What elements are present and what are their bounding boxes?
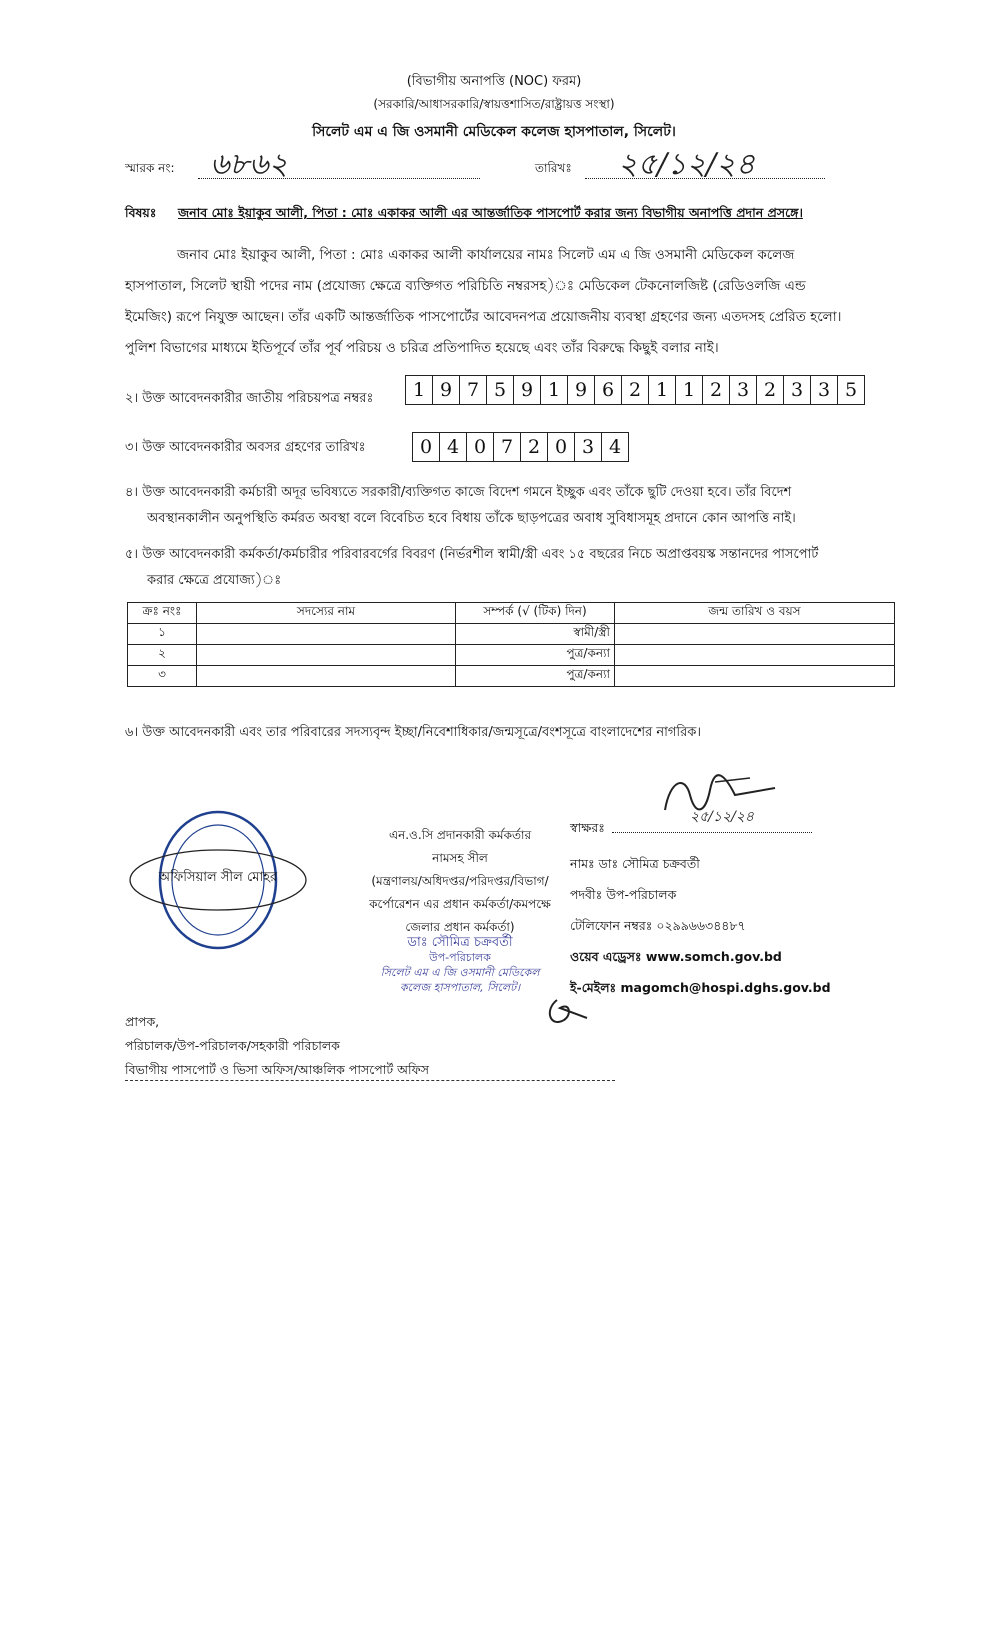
signature-date: ২৫/১২/২৪ [690,809,754,825]
memo-number: ৬৮৬২ [210,147,288,182]
retirement-date-digit: 4 [608,436,622,458]
col-header: সম্পর্ক (√ (টিক) দিন) [456,603,615,624]
signature-stroke [715,778,750,782]
body-line: পুলিশ বিভাগের মাধ্যমে ইতিপূর্বে তাঁর পূর্ব পরিচয় ও চরিত্র প্রতিপাদিত হয়েছে এবং তাঁর বিরুদ্ধে কিছুই বলার নাই। [125,340,719,356]
table-header-row [128,603,895,624]
item5-paragraph [125,542,905,594]
initial-stroke [550,1000,587,1022]
subject-label: বিষয়ঃ [125,205,157,220]
signatory-phone: টেলিফোন নম্বরঃ ০২৯৯৬৬৩৪৪৮৭ [570,918,746,933]
nid-label: ২। উক্ত আবেদনকারীর জাতীয় পরিচয়পত্র নম্বরঃ [125,391,374,406]
memo-label: স্মারক নং: [125,161,175,175]
col-header: সদস্যের নাম [197,603,456,624]
issuer-block [340,824,580,939]
row-name [197,624,456,645]
item4-paragraph [125,480,905,532]
recipient-address-line [125,1080,615,1081]
nid-digit: 5 [487,376,514,404]
nid-digit: 6 [595,376,622,404]
item4-line: অবস্থানকালীন অনুপস্থিতি কর্মরত অবস্থা বলে বিবেচিত হবে বিধায় তাঁকে ছাড়পত্রের অবাধ সুবিধাসমূহ প্রদানে কোন আপত্তি নাই। [147,511,796,526]
col-header: জন্ম তারিখ ও বয়স [615,603,895,624]
row-dob [615,624,895,645]
nid-digit: 1 [676,376,703,404]
body-line: ইমেজিং) রূপে নিযুক্ত আছেন। তাঁর একটি আন্তর্জাতিক পাসপোর্টের আবেদনপত্র প্রয়োজনীয় ব্যবস্থা গ্রহণের জন্য এতদসহ প্রেরিত হলো। [125,309,842,325]
signatory-website: ওয়েব এড্রেসঃ www.somch.gov.bd [570,949,782,964]
nid-digit: 3 [811,376,838,404]
signatory-name: নামঃ ডাঃ সৌমিত্র চক্রবর্তী [570,856,700,871]
signatory-designation: পদবীঃ উপ-পরিচালক [570,887,677,902]
issuer-line: কর্পোরেশন এর প্রধান কর্মকর্তা/কমপক্ষে [369,897,551,911]
row-name [197,645,456,666]
retirement-date-digit: 0 [548,433,575,461]
form-subtitle: (সরকারি/আধাসরকারি/স্বায়ত্তশাসিত/রাষ্ট্রায়ত্ত সংস্থা) [373,97,615,111]
body-line: জনাব মোঃ ইয়াকুব আলী, পিতা : মোঃ একাকর আলী কার্যালয়ের নামঃ সিলেট এম এ জি ওসমানী মেডিকেল কলেজ [177,247,795,263]
row-serial: ২ [128,645,197,666]
row-serial: ১ [128,624,197,645]
retirement-label: ৩। উক্ত আবেদনকারীর অবসর গ্রহণের তারিখঃ [125,440,366,455]
retirement-date-digit: 3 [575,433,602,461]
body-line: হাসপাতাল, সিলেট স্থায়ী পদের নাম (প্রযোজ্য ক্ষেত্রে ব্যক্তিগত পরিচিতি নম্বরসহ)ঃ মেডিকেল টেকনোলজিষ্ট (রেডিওলজি এন্ড [125,278,806,294]
form-title: (বিভাগীয় অনাপত্তি (NOC) ফরম) [406,74,582,89]
retirement-date-digit: 4 [440,433,467,461]
subject-text: জনাব মোঃ ইয়াকুব আলী, পিতা : মোঃ একাকর আলী এর আন্তর্জাতিক পাসপোর্ট করার জন্য বিভাগীয় অনাপত্তি প্রদান প্রসঙ্গে। [178,205,803,220]
institution-name: সিলেট এম এ জি ওসমানী মেডিকেল কলেজ হাসপাতাল, সিলেট। [312,124,676,140]
nid-digit: 1 [541,376,568,404]
initial-mark [542,990,602,1030]
recipient-block [125,1010,429,1082]
row-dob [615,666,895,687]
item5-line: করার ক্ষেত্রে প্রযোজ্য)ঃ [147,573,282,588]
issuer-line: এন.ও.সি প্রদানকারী কর্মকর্তার [388,828,532,842]
item5-line: ৫। উক্ত আবেদনকারী কর্মকর্তা/কর্মচারীর পরিবারবর্গের বিবরণ (নির্ভরশীল স্বামী/স্ত্রী এবং ১৫ বছরের নিচে অপ্রাপ্তবয়স্ক সন্তানদের পাসপোর্ট [125,547,819,562]
stamp-line: ডাঃ সৌমিত্র চক্রবর্তী [407,935,513,950]
item6-text: ৬। উক্ত আবেদনকারী এবং তার পরিবারের সদস্যবৃন্দ ইচ্ছা/নিবেশাধিকার/জন্মসূত্রে/বংশসূত্রে বাংলাদেশের নাগরিক। [125,725,702,740]
row-dob [615,645,895,666]
nid-digit: 2 [703,376,730,404]
table-row [128,645,895,666]
nid-digit: 7 [460,376,487,404]
body-paragraph [125,240,900,364]
table-row [128,624,895,645]
row-relation: পুত্র/কন্যা [456,666,615,687]
row-relation: স্বামী/স্ত্রী [456,624,615,645]
recipient-line: পরিচালক/উপ-পরিচালক/সহকারী পরিচালক [125,1038,340,1053]
stamp-line: সিলেট এম এ জি ওসমানী মেডিকেল [380,966,540,979]
issuer-line: নামসহ সীল [432,851,488,865]
retirement-date-boxes [412,432,629,462]
signature-label: স্বাক্ষরঃ [570,820,605,835]
signatory-details [570,848,831,1003]
retirement-date-digit: 0 [413,433,440,461]
nid-digit: 2 [757,376,784,404]
row-relation: পুত্র/কন্যা [456,645,615,666]
nid-digit: 3 [784,376,811,404]
nid-digit: 9 [514,376,541,404]
issuer-line: (মন্ত্রণালয়/অধিদপ্তর/পরিদপ্তর/বিভাগ/ [371,874,549,888]
signatory-email: ই-মেইলঃ magomch@hospi.dghs.gov.bd [570,980,831,995]
recipient-line: প্রাপক, [125,1014,160,1029]
nid-digit: 1 [649,376,676,404]
retirement-date-digit: 2 [521,433,548,461]
nid-number-boxes [405,375,865,405]
row-name [197,666,456,687]
recipient-line: বিভাগীয় পাসপোর্ট ও ভিসা অফিস/আঞ্চলিক পাসপোর্ট অফিস [125,1062,429,1077]
date-label: তারিখঃ [535,161,572,175]
date-value: ২৫/১২/২৪ [618,147,756,182]
nid-digit: 9 [433,376,460,404]
table-row [128,666,895,687]
family-table [127,602,895,687]
issuer-line: জেলার প্রধান কর্মকর্তা) [405,920,515,934]
officer-stamp [340,935,580,995]
nid-digit: 9 [568,376,595,404]
seal-label: অফিসিয়াল সীল মোহর [158,870,278,885]
nid-digit: 2 [622,376,649,404]
nid-digit: 1 [406,376,433,404]
row-serial: ৩ [128,666,197,687]
retirement-date-digit: 7 [494,433,521,461]
col-header: ক্রঃ নংঃ [128,603,197,624]
nid-digit: 5 [844,379,858,401]
nid-digit: 3 [730,376,757,404]
retirement-date-digit: 0 [467,433,494,461]
stamp-line: কলেজ হাসপাতাল, সিলেট। [399,981,521,994]
signature-line [612,826,812,833]
stamp-line: উপ-পরিচালক [429,951,491,964]
item4-line: ৪। উক্ত আবেদনকারী কর্মচারী অদূর ভবিষ্যতে সরকারী/ব্যক্তিগত কাজে বিদেশ গমনে ইচ্ছুক এবং তাঁকে ছুটি দেওয়া হবে। তাঁর বিদেশ [125,485,792,500]
